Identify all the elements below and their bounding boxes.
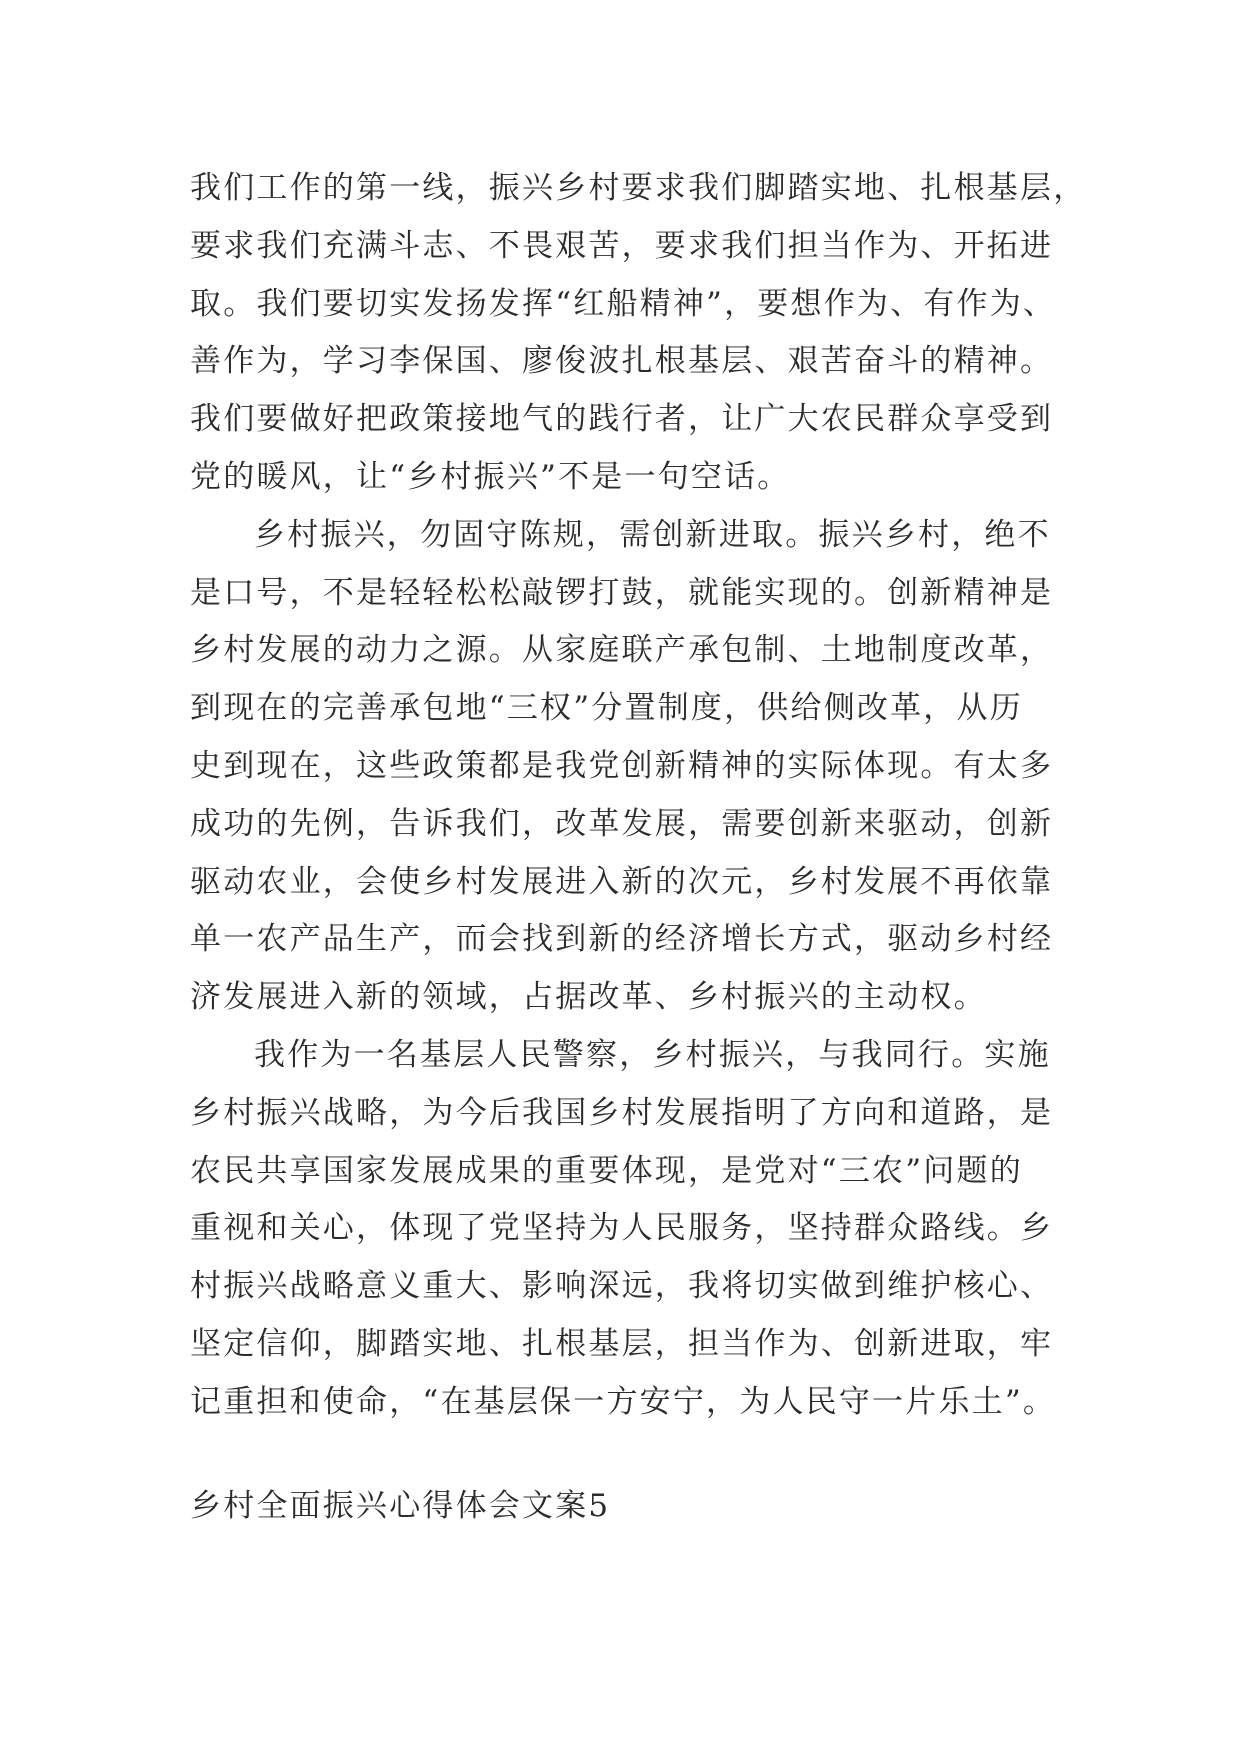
text-line: 取。我们要切实发扬发挥“红船精神”，要想作为、有作为、 xyxy=(190,285,1057,322)
text-line: 史到现在，这些政策都是我党创新精神的实际体现。有太多 xyxy=(190,747,1054,784)
paragraph-start-line: 我作为一名基层人民警察，乡村振兴，与我同行。实施 xyxy=(254,1036,1051,1073)
text-line: 是口号，不是轻轻松松敲锣打鼓，就能实现的。创新精神是 xyxy=(190,574,1054,611)
text-line: 到现在的完善承包地“三权”分置制度，供给侧改革，从历 xyxy=(190,690,1023,727)
text-line: 驱动农业，会使乡村发展进入新的次元，乡村发展不再依靠 xyxy=(190,863,1054,900)
text-line: 村振兴战略意义重大、影响深远，我将切实做到维护核心、 xyxy=(190,1268,1054,1305)
text-line: 记重担和使命，“在基层保一方安宁，为人民守一片乐土”。 xyxy=(190,1383,1057,1420)
text-line: 党的暖风，让“乡村振兴”不是一句空话。 xyxy=(190,458,791,495)
paragraph-start-line: 乡村振兴，勿固守陈规，需创新进取。振兴乡村，绝不 xyxy=(254,516,1051,553)
text-line: 济发展进入新的领域，占据改革、乡村振兴的主动权。 xyxy=(190,979,987,1016)
text-line: 重视和关心，体现了党坚持为人民服务，坚持群众路线。乡 xyxy=(190,1210,1054,1247)
text-line: 乡村发展的动力之源。从家庭联产承包制、土地制度改革， xyxy=(190,632,1054,669)
body-text xyxy=(190,160,1087,1432)
text-line: 成功的先例，告诉我们，改革发展，需要创新来驱动，创新 xyxy=(190,805,1054,842)
text-line: 乡村振兴战略，为今后我国乡村发展指明了方向和道路，是 xyxy=(190,1094,1054,1131)
text-line: 我们要做好把政策接地气的践行者，让广大农民群众享受到 xyxy=(190,401,1054,438)
text-line: 要求我们充满斗志、不畏艰苦，要求我们担当作为、开拓进 xyxy=(190,227,1054,264)
section-heading: 乡村全面振兴心得体会文案5 xyxy=(190,1488,611,1524)
text-line: 农民共享国家发展成果的重要体现，是党对“三农”问题的 xyxy=(190,1152,1023,1189)
text-line: 我们工作的第一线，振兴乡村要求我们脚踏实地、扎根基层， xyxy=(190,170,1087,206)
text-line: 单一农产品生产，而会找到新的经济增长方式，驱动乡村经 xyxy=(190,921,1054,958)
text-line: 善作为，学习李保国、廖俊波扎根基层、艰苦奋斗的精神。 xyxy=(190,343,1054,380)
text-line: 坚定信仰，脚踏实地、扎根基层，担当作为、创新进取，牢 xyxy=(190,1325,1054,1362)
